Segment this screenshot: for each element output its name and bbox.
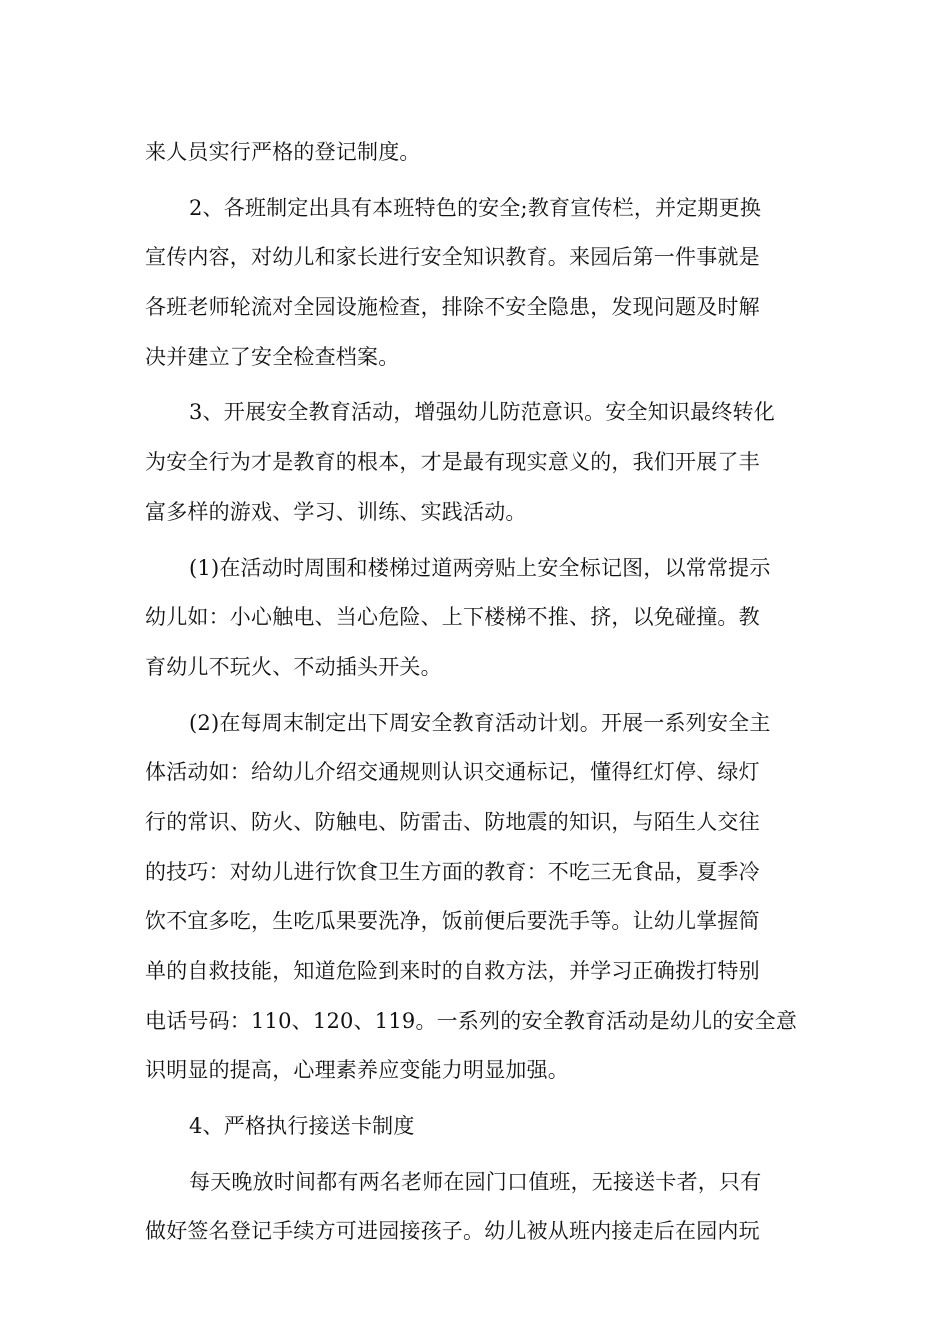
text-line: 单的自救技能，知道危险到来时的自救方法，并学习正确拨打特别 [145,959,760,983]
text-line: 识明显的提高，心理素养应变能力明显加强。 [145,1058,569,1083]
text-line: 4、严格执行接送卡制度 [189,1114,415,1139]
text-line: 幼儿如：小心触电、当心危险、上下楼梯不推、挤，以免碰撞。教 [145,605,760,630]
text-line: 饮不宜多吃，生吃瓜果要洗净，饭前便后要洗手等。让幼儿掌握简 [145,909,760,934]
document-body [145,128,810,1257]
text-line: 2、各班制定出具有本班特色的安全;教育宣传栏，并定期更换 [189,195,762,220]
text-line: 决并建立了安全检查档案。 [145,344,400,369]
text-line: (2)在每周末制定出下周安全教育活动计划。开展一系列安全主 [189,710,771,735]
text-line: 做好签名登记手续方可进园接孩子。幼儿被从班内接走后在园内玩 [145,1219,760,1244]
text-line: 为安全行为才是教育的根本，才是最有现实意义的，我们开展了丰 [145,450,760,475]
text-line: 每天晚放时间都有两名老师在园门口值班，无接送卡者，只有 [189,1169,762,1194]
text-line: 的技巧：对幼儿进行饮食卫生方面的教育：不吃三无食品，夏季冷 [145,859,760,884]
text-line: 电话号码：110、120、119。一系列的安全教育活动是幼儿的安全意 [145,1008,798,1033]
text-line: 宣传内容，对幼儿和家长进行安全知识教育。来园后第一件事就是 [145,245,760,270]
text-line: (1)在活动时周围和楼梯过道两旁贴上安全标记图，以常常提示 [189,555,771,580]
text-line: 富多样的游戏、学习、训练、实践活动。 [145,499,527,524]
text-line: 行的常识、防火、防触电、防雷击、防地震的知识，与陌生人交往 [145,809,760,834]
text-line: 体活动如：给幼儿介绍交通规则认识交通标记，懂得红灯停、绿灯 [145,760,760,785]
text-line: 来人员实行严格的登记制度。 [145,140,421,164]
text-line: 3、开展安全教育活动，增强幼儿防范意识。安全知识最终转化 [189,400,775,425]
text-line: 各班老师轮流对全园设施检查，排除不安全隐患，发现问题及时解 [145,295,760,320]
text-line: 育幼儿不玩火、不动插头开关。 [145,654,442,679]
